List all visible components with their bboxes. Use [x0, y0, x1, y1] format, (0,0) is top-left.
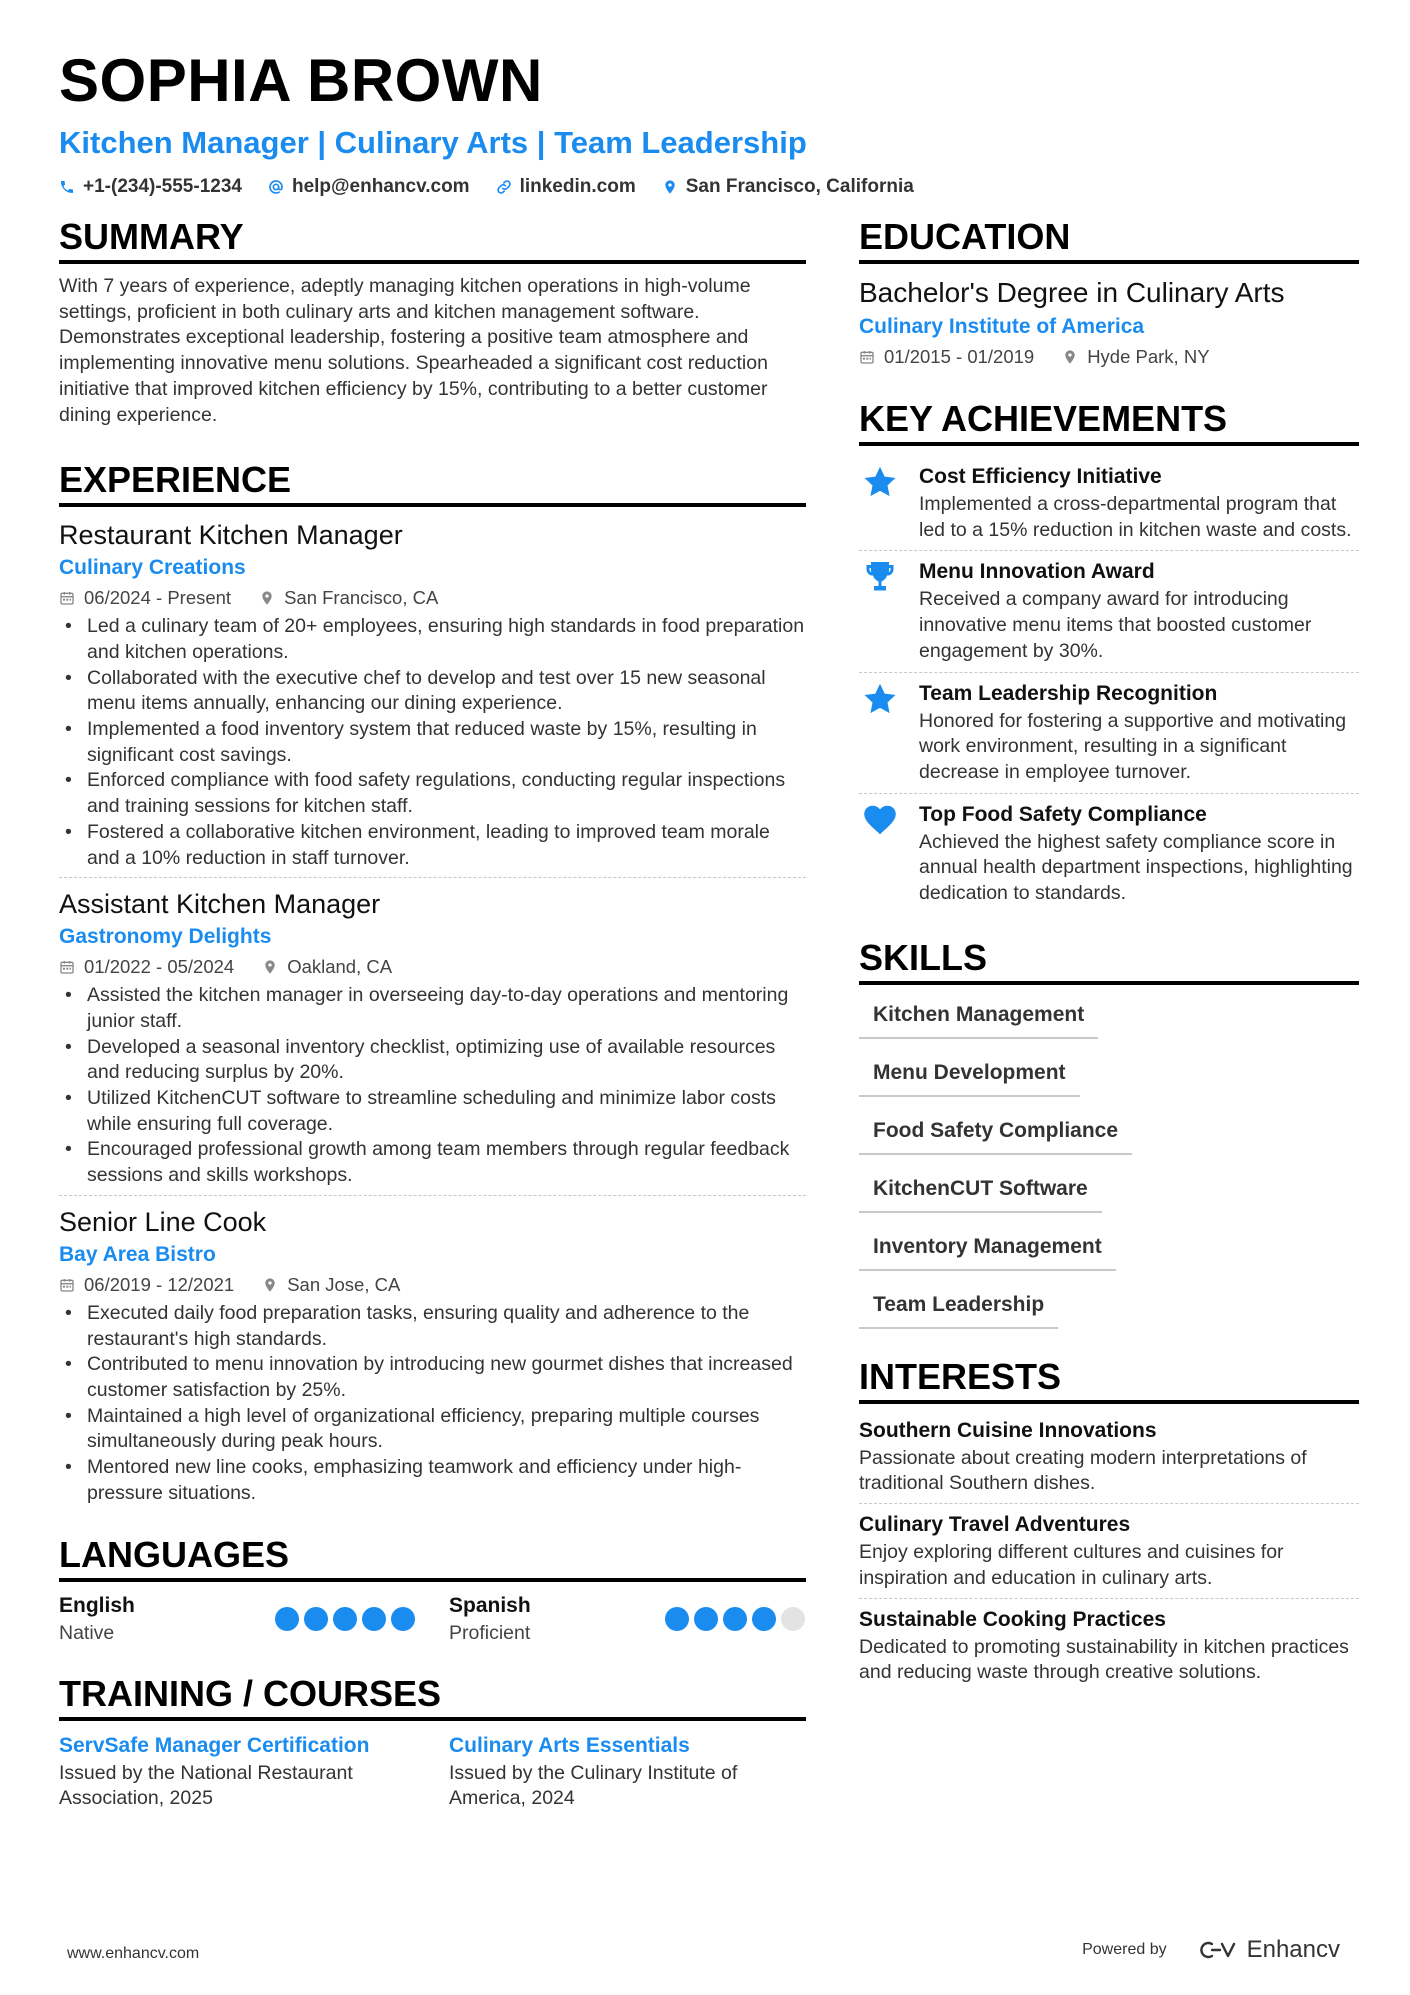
interest-desc: Dedicated to promoting sustainability in kitchen practices and reducing waste through creative solutions.: [859, 1635, 1349, 1684]
bullet-item: • Mentored new line cooks, emphasizing teamwork and efficiency under high-pressure situations.: [59, 1455, 806, 1506]
contact-phone[interactable]: [59, 174, 242, 200]
job-title: Restaurant Kitchen Manager: [59, 520, 403, 551]
summary-text: With 7 years of experience, adeptly managing kitchen operations in high-volume settings, proficient in both culinary arts and kitchen management software. Demonstrates exceptional leadership, fostering a positive team atmosphere and implementing innovative menu solutions. Spearheaded a significant cost reduction initiative that improved kitchen efficiency by 15%, contributing to a better customer dining experience.: [59, 275, 768, 426]
company-name: Culinary Creations: [59, 556, 246, 580]
training-desc: Issued by the National Restaurant Association, 2025: [59, 1761, 353, 1810]
training-title: Culinary Arts Essentials: [449, 1733, 690, 1757]
education-meta: [859, 343, 1359, 371]
contact-linkedin[interactable]: [496, 174, 636, 200]
section-heading: EXPERIENCE: [59, 458, 806, 507]
company-name: Gastronomy Delights: [59, 925, 272, 949]
bullet-item: • Executed daily food preparation tasks, ensuring quality and adherence to the restaurant's high standards.: [59, 1301, 806, 1352]
training-title: ServSafe Manager Certification: [59, 1733, 370, 1757]
location-text: San Francisco, California: [685, 176, 914, 197]
interest-item: [859, 1603, 1359, 1692]
education-dates: [859, 343, 1034, 371]
bullet-item: • Led a culinary team of 20+ employees, ensuring high standards in food preparation and kitchen operations.: [59, 614, 806, 665]
bullet-item: • Developed a seasonal inventory checklist, optimizing use of available resources and reducing surplus by 20%.: [59, 1035, 806, 1086]
section-heading: EDUCATION: [859, 215, 1359, 264]
section-heading: INTERESTS: [859, 1355, 1359, 1404]
footer-branding: [1082, 1936, 1340, 1964]
bullet-item: • Maintained a high level of organizational efficiency, preparing multiple courses simultaneously during peak hours.: [59, 1404, 806, 1455]
job-meta: [59, 1271, 806, 1299]
language-rating: [275, 1607, 415, 1631]
school-name: Culinary Institute of America: [859, 315, 1145, 338]
skill-tag: Menu Development: [859, 1053, 1080, 1097]
experience-section: [59, 458, 806, 1512]
training-section: [59, 1672, 806, 1812]
language-name: Spanish: [449, 1593, 531, 1617]
trophy-icon: [862, 559, 898, 595]
job-meta: [59, 953, 806, 981]
phone-icon: [59, 179, 75, 195]
star-icon: [862, 464, 898, 500]
calendar-icon: [859, 349, 875, 365]
bullet-item: • Collaborated with the executive chef to develop and test over 15 new seasonal menu items annually, enhancing our dining experience.: [59, 666, 806, 717]
rating-dot-filled: [665, 1607, 689, 1631]
calendar-icon: [59, 590, 75, 606]
language-name: English: [59, 1593, 135, 1617]
achievement-item: [859, 794, 1359, 914]
interest-title: Culinary Travel Adventures: [859, 1513, 1131, 1537]
dates-text: 06/2019 - 12/2021: [84, 1273, 235, 1295]
right-column: [859, 215, 1359, 1696]
job-title: Senior Line Cook: [59, 1206, 267, 1237]
education-section: [859, 215, 1359, 371]
rating-dot-filled: [275, 1607, 299, 1631]
achievement-desc: Received a company award for introducing innovative menu items that boosted customer engagement by 30%.: [919, 588, 1312, 662]
location-text: San Jose, CA: [287, 1273, 401, 1295]
contact-bar: [59, 174, 1359, 200]
section-heading: LANGUAGES: [59, 1533, 806, 1582]
powered-by-label: Powered by: [1082, 1941, 1167, 1958]
left-column: [59, 215, 806, 1812]
calendar-icon: [59, 1277, 75, 1293]
job-bullets: [59, 1301, 806, 1507]
achievement-title: Top Food Safety Compliance: [919, 802, 1207, 826]
job-entry: [59, 517, 806, 878]
interest-item: [859, 1508, 1359, 1598]
achievement-title: Menu Innovation Award: [919, 560, 1155, 584]
star-icon: [862, 681, 898, 717]
email-text: help@enhancv.com: [291, 176, 470, 197]
phone-text: +1-(234)-555-1234: [83, 176, 242, 197]
skill-tag: Food Safety Compliance: [859, 1111, 1132, 1155]
skill-tag: Kitchen Management: [859, 995, 1098, 1039]
dates-text: 06/2024 - Present: [84, 587, 232, 609]
degree-title: Bachelor's Degree in Culinary Arts: [859, 277, 1285, 308]
interest-desc: Passionate about creating modern interpretations of traditional Southern dishes.: [859, 1446, 1307, 1495]
location-text: Hyde Park, NY: [1087, 346, 1210, 367]
contact-email[interactable]: [268, 174, 470, 200]
dates-text: 01/2022 - 05/2024: [84, 956, 235, 978]
skills-list: [859, 995, 1359, 1329]
interest-desc: Enjoy exploring different cultures and cuisines for inspiration and education in culinary arts.: [859, 1541, 1284, 1589]
at-icon: [268, 179, 284, 195]
job-meta: [59, 584, 806, 612]
achievement-desc: Implemented a cross-departmental program that led to a 15% reduction in kitchen waste and costs.: [919, 493, 1352, 541]
location-text: San Francisco, CA: [284, 587, 439, 609]
skill-tag: KitchenCUT Software: [859, 1169, 1102, 1213]
skills-section: [859, 936, 1359, 1329]
resume-header: [59, 48, 1359, 200]
job-dates: [59, 1271, 234, 1299]
job-dates: [59, 584, 231, 612]
section-heading: TRAINING / COURSES: [59, 1672, 806, 1721]
languages-section: [59, 1533, 806, 1646]
location-pin-icon: [259, 590, 275, 606]
rating-dot-filled: [391, 1607, 415, 1631]
candidate-name: SOPHIA BROWN: [59, 47, 543, 114]
language-item: [449, 1592, 805, 1646]
training-item: [59, 1731, 415, 1812]
training-item: [449, 1731, 805, 1812]
dates-text: 01/2015 - 01/2019: [884, 346, 1035, 367]
achievement-item: [859, 456, 1359, 551]
bullet-item: • Implemented a food inventory system that reduced waste by 15%, resulting in significant cost savings.: [59, 717, 806, 768]
section-heading: KEY ACHIEVEMENTS: [859, 397, 1359, 446]
rating-dot-filled: [304, 1607, 328, 1631]
linkedin-text: linkedin.com: [519, 176, 636, 197]
location-text: Oakland, CA: [287, 956, 393, 978]
bullet-item: • Fostered a collaborative kitchen environment, leading to improved team morale and a 10% reduction in staff turnover.: [59, 820, 806, 871]
language-level: Proficient: [449, 1621, 531, 1644]
job-bullets: [59, 614, 806, 871]
calendar-icon: [59, 959, 75, 975]
achievements-section: [859, 397, 1359, 914]
contact-location: [662, 174, 914, 200]
job-title: Assistant Kitchen Manager: [59, 889, 381, 920]
company-name: Bay Area Bistro: [59, 1242, 216, 1266]
job-location: [262, 1271, 400, 1299]
achievement-desc: Honored for fostering a supportive and motivating work environment, resulting in a significant decrease in employee turnover.: [919, 709, 1347, 783]
language-item: [59, 1592, 415, 1646]
education-location: [1062, 343, 1209, 371]
brand-name: Enhancv: [1246, 1936, 1340, 1963]
rating-dot-filled: [723, 1607, 747, 1631]
job-entry: [59, 1204, 806, 1513]
skill-tag: Inventory Management: [859, 1227, 1116, 1271]
rating-dot-empty: [781, 1607, 805, 1631]
link-icon: [496, 179, 512, 195]
enhancv-logo-icon: [1195, 1939, 1239, 1961]
achievement-title: Cost Efficiency Initiative: [919, 465, 1162, 488]
achievement-item: [859, 673, 1359, 794]
skill-tag: Team Leadership: [859, 1285, 1058, 1329]
bullet-item: • Contributed to menu innovation by introducing new gourmet dishes that increased customer satisfaction by 25%.: [59, 1352, 806, 1403]
interests-section: [859, 1355, 1359, 1692]
footer-website[interactable]: www.enhancv.com: [67, 1945, 200, 1962]
section-heading: SUMMARY: [59, 215, 806, 264]
brand-logo[interactable]: [1195, 1936, 1340, 1964]
achievement-title: Team Leadership Recognition: [919, 681, 1218, 705]
section-heading: SKILLS: [859, 936, 1359, 985]
bullet-item: • Encouraged professional growth among team members through regular feedback sessions and skills workshops.: [59, 1137, 806, 1188]
location-pin-icon: [662, 179, 678, 195]
interest-title: Sustainable Cooking Practices: [859, 1607, 1166, 1631]
rating-dot-filled: [362, 1607, 386, 1631]
location-pin-icon: [1062, 349, 1078, 365]
job-bullets: [59, 983, 806, 1189]
heart-icon: [862, 802, 898, 838]
training-desc: Issued by the Culinary Institute of America, 2024: [449, 1761, 738, 1810]
candidate-title: Kitchen Manager | Culinary Arts | Team Leadership: [59, 125, 807, 160]
job-location: [259, 584, 438, 612]
achievement-item: [859, 551, 1359, 672]
job-location: [262, 953, 392, 981]
job-entry: [59, 886, 806, 1196]
rating-dot-filled: [694, 1607, 718, 1631]
training-list: [59, 1731, 806, 1812]
job-dates: [59, 953, 234, 981]
location-pin-icon: [262, 1277, 278, 1293]
interest-title: Southern Cuisine Innovations: [859, 1418, 1157, 1442]
summary-section: [59, 215, 806, 428]
achievement-desc: Achieved the highest safety compliance score in annual health department inspections, highlighting dedication to standards.: [919, 830, 1353, 905]
location-pin-icon: [262, 959, 278, 975]
bullet-item: • Enforced compliance with food safety regulations, conducting regular inspections and training sessions for kitchen staff.: [59, 768, 806, 819]
bullet-item: • Assisted the kitchen manager in overseeing day-to-day operations and mentoring junior staff.: [59, 983, 806, 1034]
language-level: Native: [59, 1621, 115, 1644]
languages-list: [59, 1592, 806, 1646]
bullet-item: • Utilized KitchenCUT software to streamline scheduling and minimize labor costs while ensuring full coverage.: [59, 1086, 806, 1137]
interest-item: [859, 1414, 1359, 1504]
language-rating: [665, 1607, 805, 1631]
rating-dot-filled: [333, 1607, 357, 1631]
rating-dot-filled: [752, 1607, 776, 1631]
